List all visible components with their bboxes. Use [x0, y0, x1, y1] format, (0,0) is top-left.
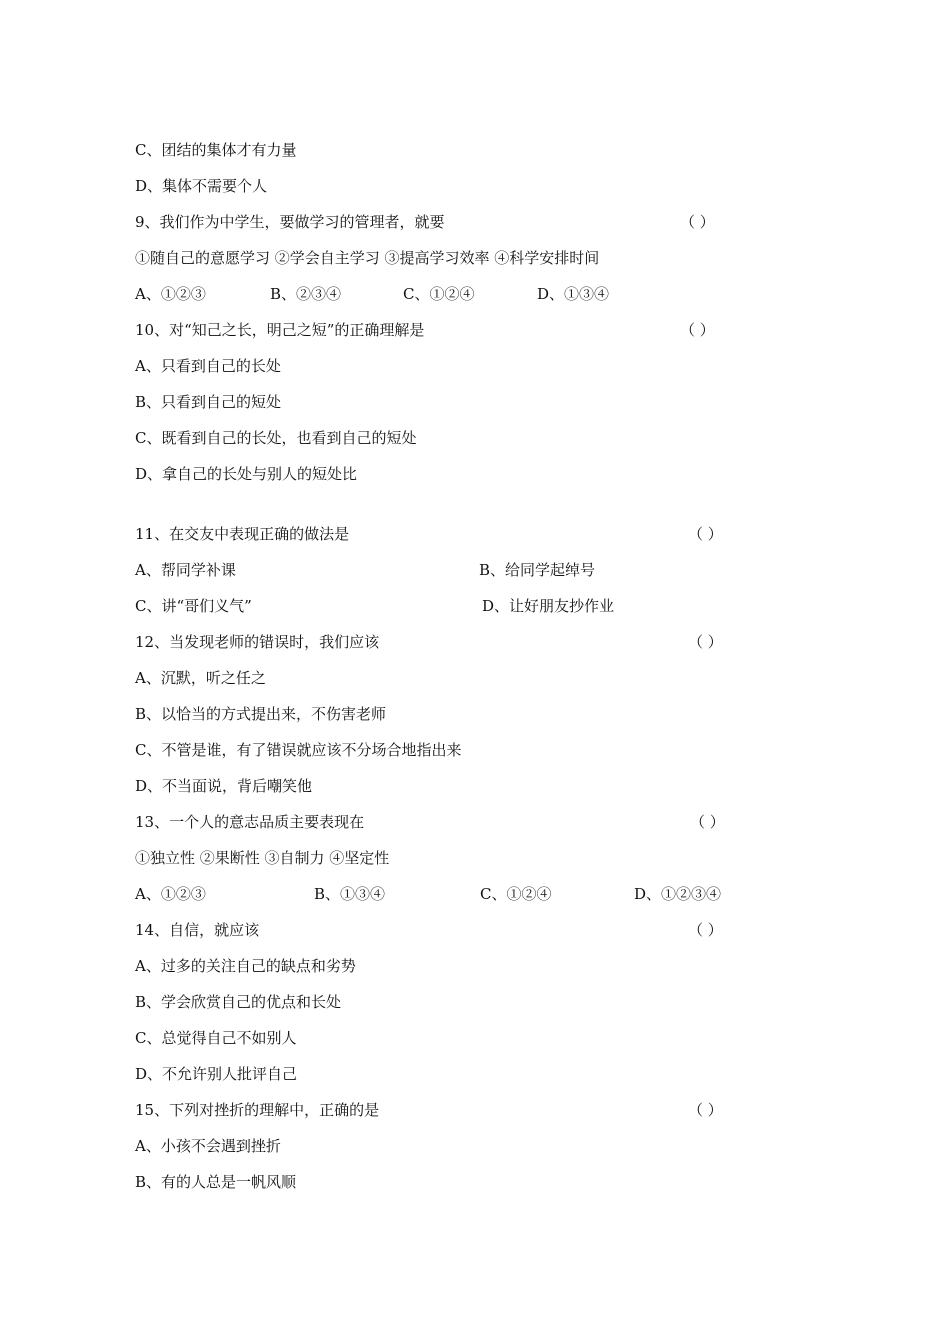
option-a-q10: A、只看到自己的长处	[135, 357, 281, 375]
option-a-q11: A、帮同学补课	[135, 561, 236, 579]
statements-q9: ①随自己的意愿学习 ②学会自主学习 ③提高学习效率 ④科学安排时间	[135, 249, 600, 267]
option-b-q10: B、只看到自己的短处	[135, 393, 282, 411]
answer-paren-q14: （ ）	[688, 921, 723, 939]
option-a-q15: A、小孩不会遇到挫折	[135, 1137, 281, 1155]
option-c-q11: C、讲“哥们义气”	[135, 597, 252, 615]
option-c-q13: C、①②④	[480, 885, 552, 903]
answer-paren-q9: （ ）	[680, 213, 715, 231]
option-c-q9: C、①②④	[403, 285, 475, 303]
question-11: 11、在交友中表现正确的做法是	[135, 525, 350, 543]
answer-paren-q10: （ ）	[680, 321, 715, 339]
option-a-q12: A、沉默，听之任之	[135, 669, 266, 687]
option-d-q10: D、拿自己的长处与别人的短处比	[135, 465, 358, 483]
statements-q13: ①独立性 ②果断性 ③自制力 ④坚定性	[135, 849, 390, 867]
option-a-q9: A、①②③	[135, 285, 206, 303]
option-d-q13: D、①②③④	[634, 885, 722, 903]
option-c-q10: C、既看到自己的长处，也看到自己的短处	[135, 429, 417, 447]
option-c-q8: C、团结的集体才有力量	[135, 141, 297, 159]
option-d-q8: D、集体不需要个人	[135, 177, 268, 195]
option-c-q12: C、不管是谁，有了错误就应该不分场合地指出来	[135, 741, 462, 759]
question-12: 12、当发现老师的错误时，我们应该	[135, 633, 380, 651]
option-a-q13: A、①②③	[135, 885, 206, 903]
question-15: 15、下列对挫折的理解中，正确的是	[135, 1101, 380, 1119]
option-b-q11: B、给同学起绰号	[479, 561, 596, 579]
option-a-q14: A、过多的关注自己的缺点和劣势	[135, 957, 356, 975]
question-14: 14、自信，就应该	[135, 921, 260, 939]
question-10: 10、对“知己之长，明己之短”的正确理解是	[135, 321, 425, 339]
option-d-q12: D、不当面说，背后嘲笑他	[135, 777, 313, 795]
option-b-q15: B、有的人总是一帆风顺	[135, 1173, 297, 1191]
option-b-q9: B、②③④	[270, 285, 342, 303]
option-b-q14: B、学会欣赏自己的优点和长处	[135, 993, 342, 1011]
answer-paren-q12: （ ）	[688, 633, 723, 651]
option-d-q9: D、①③④	[537, 285, 610, 303]
option-d-q14: D、不允许别人批评自己	[135, 1065, 298, 1083]
question-13: 13、一个人的意志品质主要表现在	[135, 813, 365, 831]
answer-paren-q13: （ ）	[690, 813, 725, 831]
option-b-q13: B、①③④	[314, 885, 386, 903]
answer-paren-q11: （ ）	[688, 525, 723, 543]
answer-paren-q15: （ ）	[688, 1101, 723, 1119]
option-c-q14: C、总觉得自己不如别人	[135, 1029, 297, 1047]
option-b-q12: B、以恰当的方式提出来，不伤害老师	[135, 705, 387, 723]
option-d-q11: D、让好朋友抄作业	[482, 597, 615, 615]
question-9: 9、我们作为中学生，要做学习的管理者，就要	[135, 213, 445, 231]
